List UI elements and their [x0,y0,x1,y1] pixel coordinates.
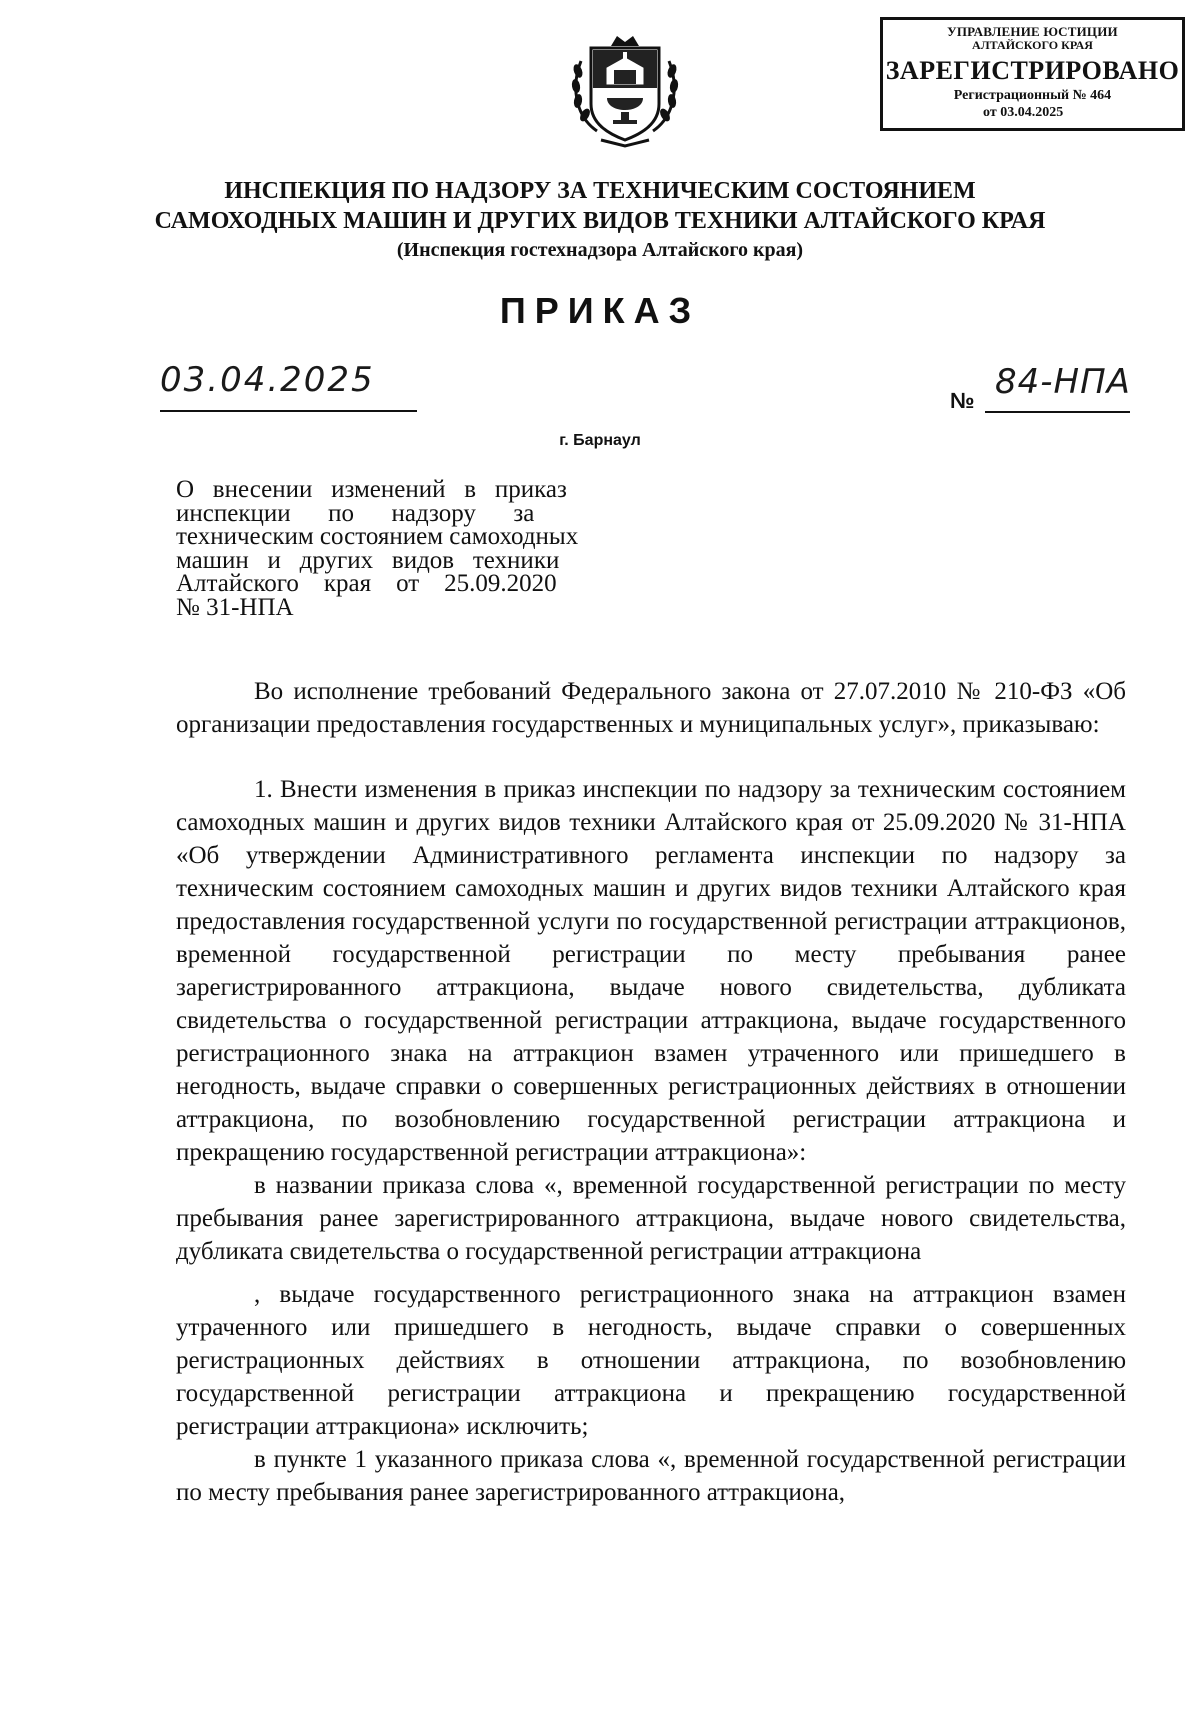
document-city: г. Барнаул [559,432,641,449]
stamp-reg-date: от 03.04.2025 [983,105,1064,120]
subitem-paragraph: в пункте 1 указанного приказа слова «, временной государственной регистрации по месту пребывания ранее зарегистрированного аттракциона, [176,1446,1126,1506]
org-name-line2: САМОХОДНЫХ МАШИН И ДРУГИХ ВИДОВ ТЕХНИКИ АЛТАЙСКОГО КРАЯ [154,208,1046,234]
document-title: ПРИКАЗ [499,290,701,331]
subject-line: № 31-НПА [176,593,294,621]
org-name-line1: ИНСПЕКЦИЯ ПО НАДЗОРУ ЗА ТЕХНИЧЕСКИМ СОСТОЯНИЕМ [224,178,976,204]
document-date: 03.04.2025 [160,360,375,400]
stamp-reg-number: Регистрационный № 464 [953,88,1112,103]
subject-line: О внесении изменений в приказ [176,476,567,503]
document-subject [176,478,636,619]
document-body [176,675,1126,1509]
document-number: 84-НПА [995,362,1131,402]
stamp-authority: УПРАВЛЕНИЕ ЮСТИЦИИ [947,24,1118,39]
item-1-paragraph: 1. Внести изменения в приказ инспекции по надзору за техническим состоянием самоходных машин и других видов техники Алтайского края от 25.09.2020 № 31-НПА «Об утверждении Административного регламента инспекции по надзору за техническим состоянием самоходных машин и других видов техники Алтайского края предоставления государственной услуги по государственной регистрации аттракционов, временной государственной регистрации по месту пребывания ранее зарегистрированного аттракциона, выдаче нового свидетельства, дубликата свидетельства о государственной регистрации аттракциона, выдаче государственного регистрационного знака на аттракцион взамен утраченного или пришедшего в негодность, выдаче справки о совершенных регистрационных действиях в отношении аттракциона, по возобновлению государственной регистрации аттракциона и прекращению государственной регистрации аттракциона»: [176,776,1126,1166]
number-label: № [950,388,975,413]
stamp-region: АЛТАЙСКОГО КРАЯ [972,38,1093,52]
preamble-paragraph: Во исполнение требований Федерального закона от 27.07.2010 № 210-ФЗ «Об организации предоставления государственных и муниципальных услуг», приказываю: [176,678,1126,738]
registration-stamp [880,17,1185,131]
subject-line: машин и других видов техники [176,546,560,574]
org-header [100,176,1100,264]
date-underline [160,410,417,412]
stamp-status: ЗАРЕГИСТРИРОВАНО [885,56,1180,85]
coat-of-arms-icon [567,26,683,156]
subject-line: техническим состоянием самоходных [176,523,579,550]
subitem-paragraph: , выдаче государственного регистрационного знака на аттракцион взамен утраченного или пришедшего в негодность, выдаче справки о совершенных регистрационных действиях в отношении аттракциона, по возобновлению государственной регистрации аттракциона и прекращению государственной регистрации аттракциона» исключить; [176,1281,1126,1440]
subject-line: Алтайского края от 25.09.2020 [176,570,557,597]
org-short-name: (Инспекция гостехнадзора Алтайского края) [396,239,804,261]
number-underline [985,411,1130,413]
subject-line: инспекции по надзору за [176,499,535,527]
subitem-paragraph: в названии приказа слова «, временной государственной регистрации по месту пребывания ранее зарегистрированного аттракциона, выдаче нового свидетельства, дубликата свидетельства о государственной регистрации аттракциона [176,1172,1126,1265]
